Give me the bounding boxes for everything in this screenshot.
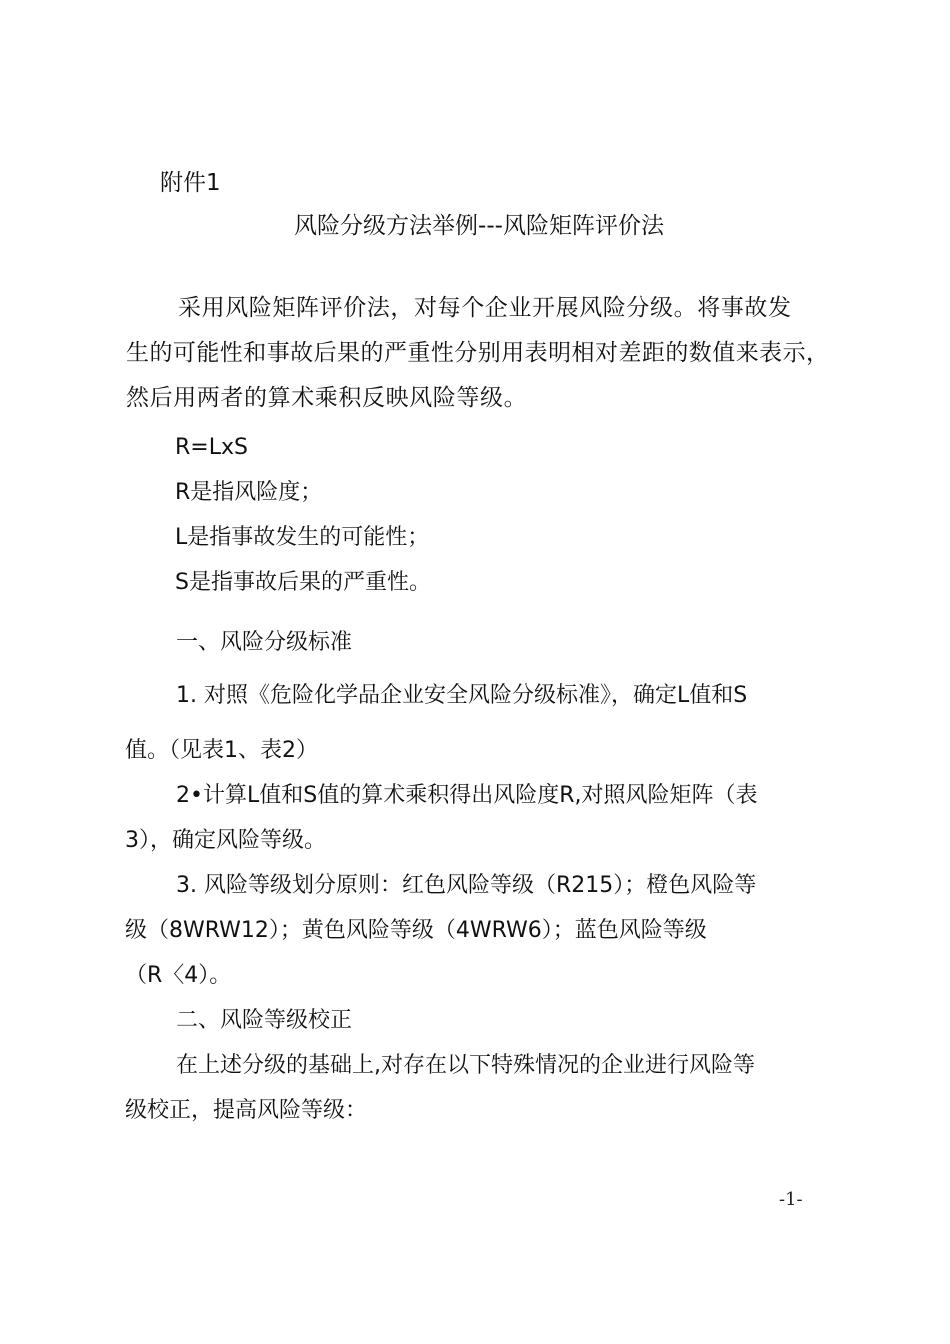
formula-definition-r: R是指风险度； — [175, 480, 323, 505]
intro-line: 生的可能性和事故后果的严重性分别用表明相对差距的数值来表示， — [126, 340, 830, 366]
formula-definition-s: S是指事故后果的严重性。 — [175, 570, 431, 595]
section-line: （R〈4）。 — [125, 963, 232, 988]
section-heading: 二、风险等级校正 — [176, 1008, 353, 1033]
section-line: 2•计算L值和S值的算术乘积得出风险度R,对照风险矩阵（表 — [176, 783, 758, 808]
intro-line: 采用风险矩阵评价法，对每个企业开展风险分级。将事故发 — [178, 295, 792, 321]
intro-line: 然后用两者的算术乘积反映风险等级。 — [126, 385, 528, 411]
section-line: 级校正，提高风险等级： — [125, 1098, 368, 1123]
attachment-label: 附件1 — [160, 170, 221, 196]
section-line: 1. 对照《危险化学品企业安全风险分级标准》，确定L值和S — [176, 683, 748, 708]
formula-line: R=LxS — [175, 435, 248, 460]
section-heading: 一、风险分级标准 — [176, 630, 353, 655]
section-line: 级（8WRW12）；黄色风险等级（4WRW6）；蓝色风险等级 — [125, 918, 707, 943]
section-line: 3），确定风险等级。 — [125, 828, 326, 853]
section-line: 3. 风险等级划分原则：红色风险等级（R215）；橙色风险等 — [176, 873, 757, 898]
formula-definition-l: L是指事故发生的可能性； — [175, 525, 430, 550]
section-line: 值。（见表1、表2） — [125, 738, 318, 763]
document-title: 风险分级方法举例---风险矩阵评价法 — [294, 213, 664, 239]
page-number: -1- — [779, 1189, 803, 1210]
section-line: 在上述分级的基础上,对存在以下特殊情况的企业进行风险等 — [176, 1053, 755, 1078]
